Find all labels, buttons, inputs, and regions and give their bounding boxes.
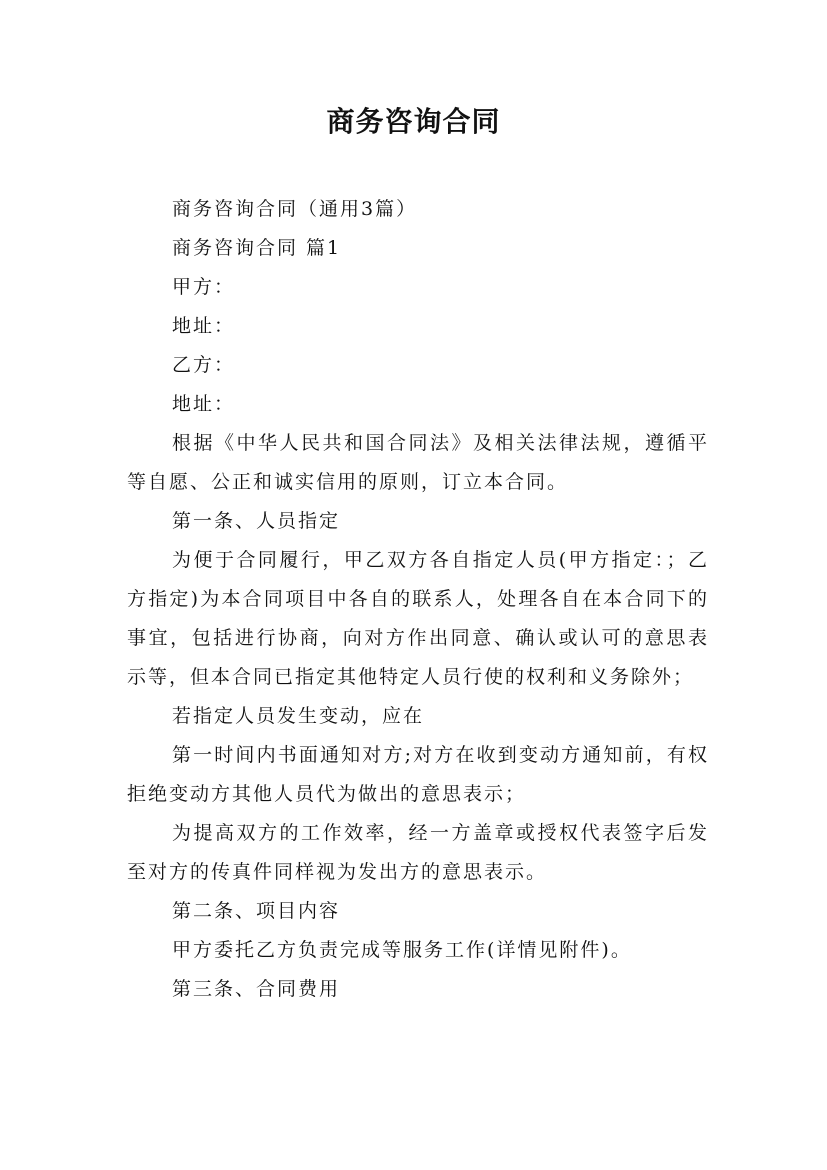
article-1-change-paragraph: 若指定人员发生变动，应在 [172,705,425,727]
article-1-paragraph: 为便于合同履行，甲乙双方各自指定人员(甲方指定：；乙方指定)为本合同项目中各自的联系人，处理各自在本合同下的事宜，包括进行协商，向对方作出同意、确认或认可的意思表示等，但本合同已指定其他特定人员行使的权利和义务除外； [127,549,709,688]
article-1-fax-paragraph: 为提高双方的工作效率，经一方盖章或授权代表签字后发至对方的传真件同样视为发出方的意思表示。 [127,822,709,883]
subtitle-paragraph: 商务咨询合同（通用3篇） [172,198,418,220]
article-1-heading: 第一条、人员指定 [172,510,341,532]
document-body [127,190,709,1009]
party-b-address-line: 地址： [172,393,236,415]
article-2-paragraph: 甲方委托乙方负责完成等服务工作(详情见附件)。 [172,939,632,961]
document-title: 商务咨询合同 [326,105,501,138]
preamble-paragraph: 根据《中华人民共和国合同法》及相关法律法规，遵循平等自愿、公正和诚实信用的原则，订立本合同。 [127,432,709,493]
party-a-line: 甲方： [172,276,236,298]
article-3-heading: 第三条、合同费用 [172,978,341,1000]
party-a-address-line: 地址： [172,315,236,337]
party-b-line: 乙方： [172,354,236,376]
article-1-notice-paragraph: 第一时间内书面通知对方;对方在收到变动方通知前，有权拒绝变动方其他人员代为做出的意思表示； [127,744,709,805]
article-2-heading: 第二条、项目内容 [172,900,341,922]
section-heading-part-1: 商务咨询合同 篇1 [172,237,342,259]
